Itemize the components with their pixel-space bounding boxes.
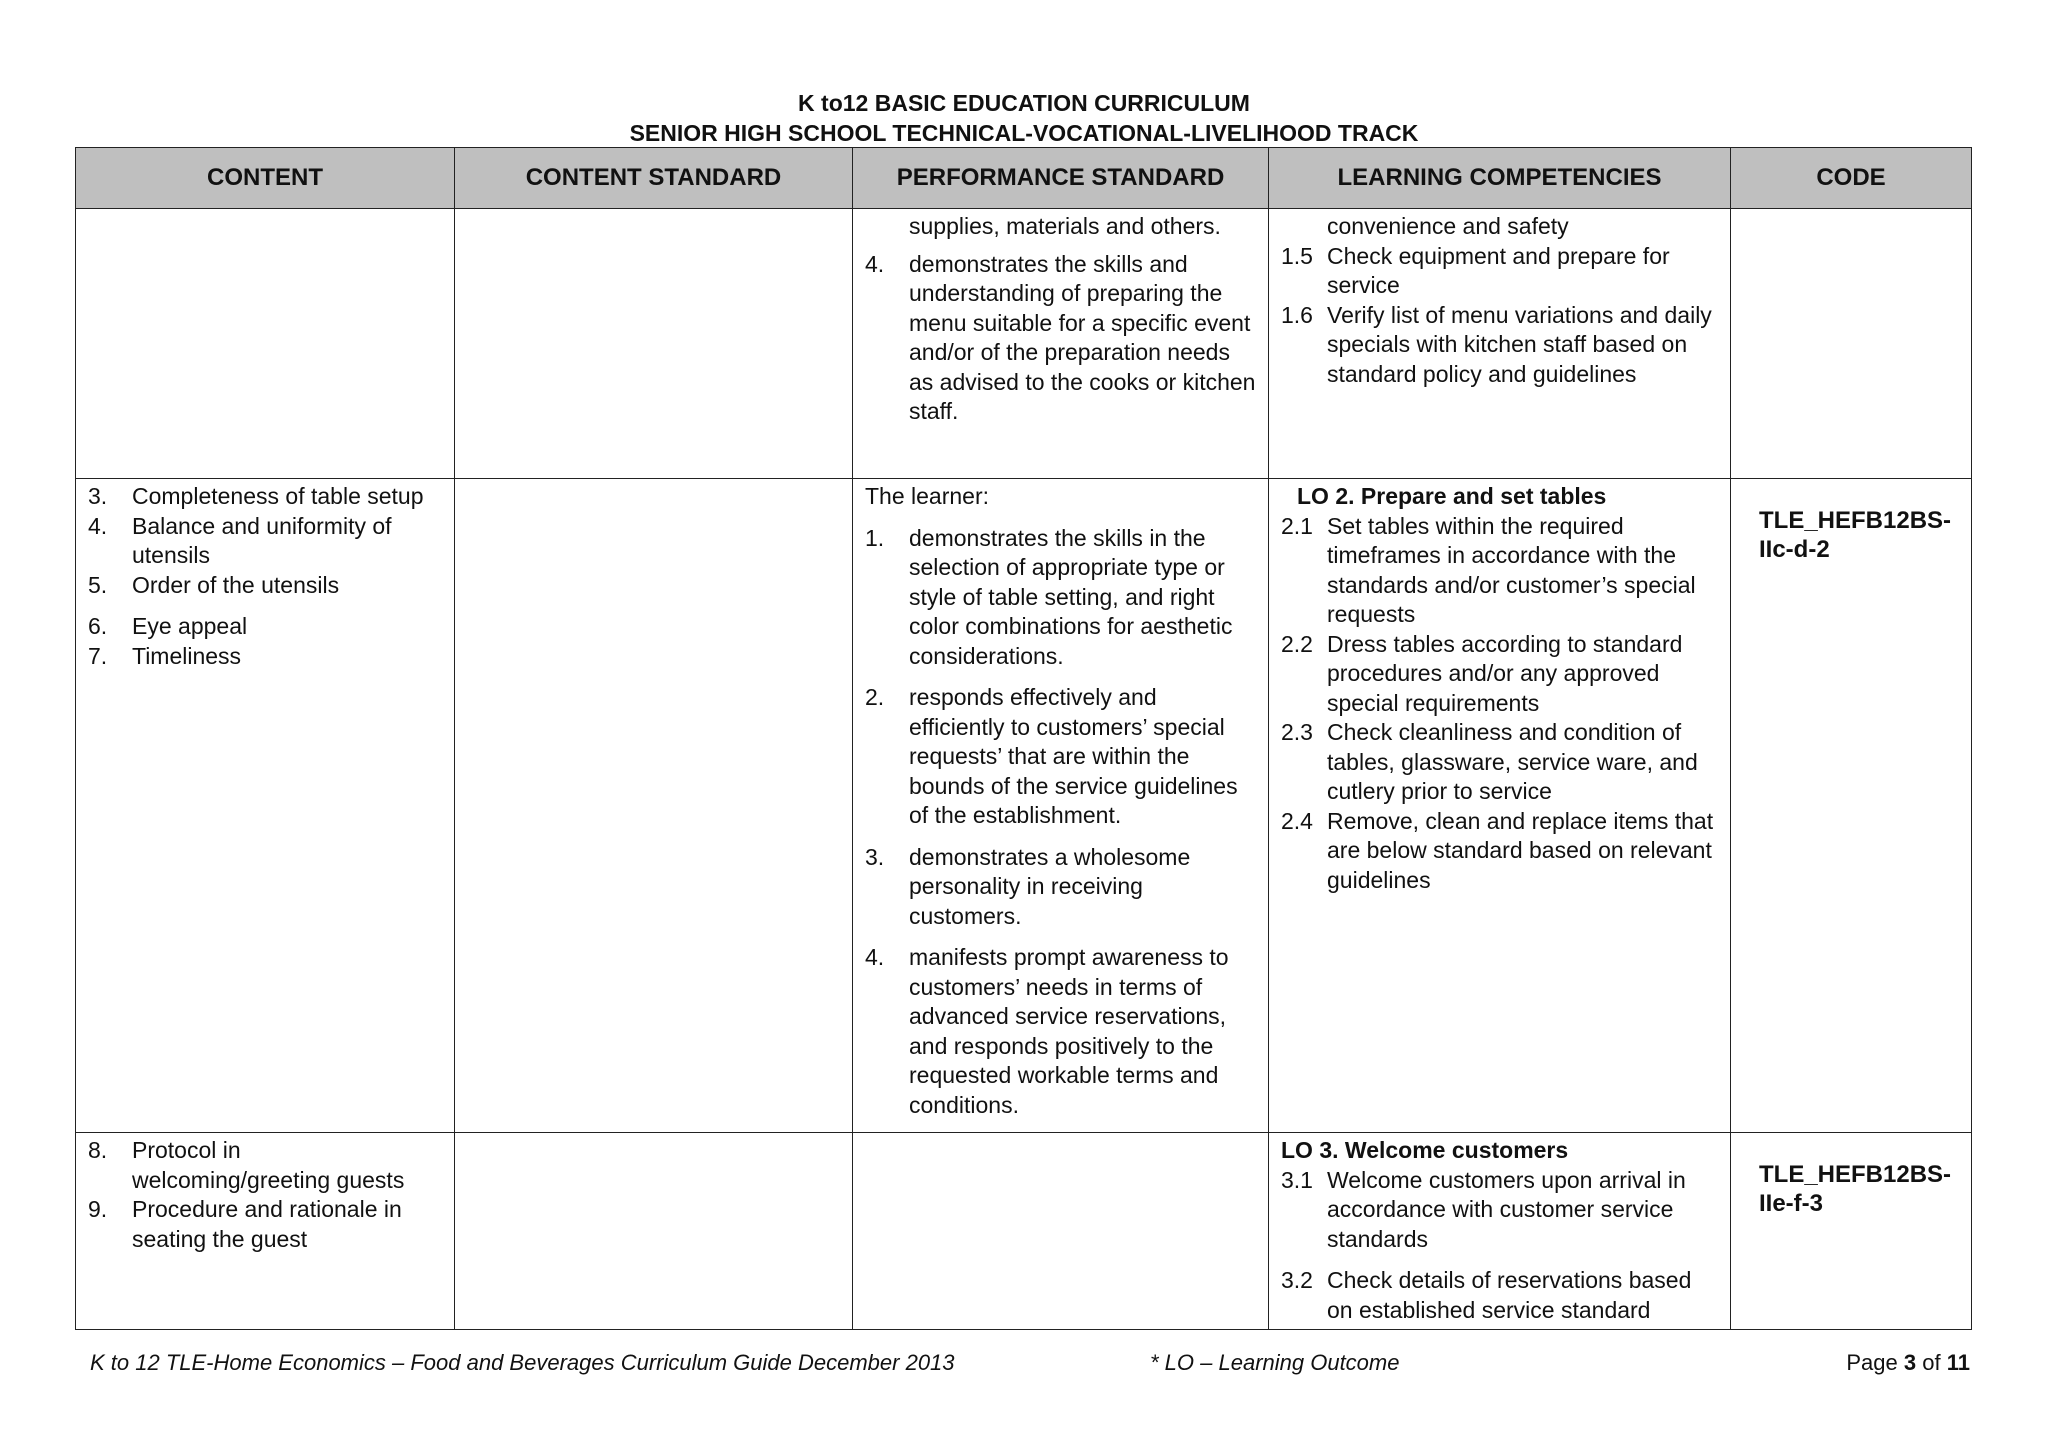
list-item: 1.6 Verify list of menu variations and daily specials with kitchen staff based on standard policy and guidelines [1281,301,1712,387]
competency-continuation: convenience and safety [1327,213,1569,239]
competency-list [1281,512,1720,896]
performance-continuation: supplies, materials and others. [909,213,1221,239]
page-number: Page 3 of 11 [1846,1350,1970,1375]
footer-lo-note: * LO – Learning Outcome [1150,1350,1400,1375]
list-item: 8. Protocol in welcoming/greeting guests [88,1137,405,1193]
list-item: 5. Order of the utensils [88,571,340,598]
document-subtitle: SENIOR HIGH SCHOOL TECHNICAL-VOCATIONAL-LIVELIHOOD TRACK [629,120,1419,146]
list-item: 2.1 Set tables within the required timeframes in accordance with the standards and/or customer’s special requests [1281,512,1696,627]
column-header-content: CONTENT [76,148,455,209]
list-item: 6. Eye appeal [88,613,248,639]
competency-list [1281,1166,1720,1326]
content-standard-cell [455,479,853,1133]
column-header-performance-standard: PERFORMANCE STANDARD [853,148,1269,209]
list-item: 7. Timeliness [88,642,242,669]
performance-standard-cell [853,1133,1269,1330]
learning-competencies-cell [1269,209,1731,479]
performance-list [865,524,1258,1121]
column-header-learning-competencies: LEARNING COMPETENCIES [1269,148,1731,209]
list-item: 4. demonstrates the skills and understanding of preparing the menu suitable for a specific event and/or of the preparation needs as advised to the cooks or kitchen staff. [865,250,1256,424]
content-cell [76,209,455,479]
list-item: 3. demonstrates a wholesome personality in receiving customers. [865,843,1191,929]
list-item: 9. Procedure and rationale in seating the guest [88,1196,402,1252]
content-standard-cell [455,209,853,479]
list-item: 2.4 Remove, clean and replace items that are below standard based on relevant guidelines [1281,807,1714,893]
lo-heading: LO 2. Prepare and set tables [1297,483,1607,509]
performance-intro: The learner: [865,483,990,509]
table-header-row [76,148,1972,209]
table-row [76,479,1972,1133]
document-title: K to12 BASIC EDUCATION CURRICULUM [798,90,1250,116]
competency-list [1281,242,1720,390]
column-header-code: CODE [1731,148,1972,209]
competency-code: TLE_HEFB12BS-IIc-d-2 [1759,507,1952,563]
content-cell [76,479,455,1133]
content-standard-cell [455,1133,853,1330]
list-item: 2.2 Dress tables according to standard procedures and/or any approved special requirements [1281,630,1683,716]
curriculum-table [75,147,1972,1330]
performance-standard-cell [853,479,1269,1133]
list-item: 3.1 Welcome customers upon arrival in accordance with customer service standards [1281,1166,1686,1252]
code-cell [1731,209,1972,479]
learning-competencies-cell [1269,1133,1731,1330]
performance-standard-cell [853,209,1269,479]
content-list [88,482,444,671]
list-item: 3. Completeness of table setup [88,483,424,509]
list-item: 4. Balance and uniformity of utensils [88,512,392,568]
footer-guide-title: K to 12 TLE-Home Economics – Food and Beverages Curriculum Guide December 2013 [90,1350,955,1375]
list-item: 1. demonstrates the skills in the selection of appropriate type or style of table setting, and right color combinations for aesthetic considerations. [865,524,1233,669]
content-list [88,1136,444,1254]
list-item: 3.2 Check details of reservations based on established service standard [1281,1267,1692,1323]
performance-list [865,250,1258,427]
table-row [76,1133,1972,1330]
code-cell [1731,1133,1972,1330]
code-cell [1731,479,1972,1133]
list-item: 4. manifests prompt awareness to customers’ needs in terms of advanced service reservations, and responds positively to the requested workable terms and conditions. [865,944,1229,1118]
column-header-content-standard: CONTENT STANDARD [455,148,853,209]
list-item: 2. responds effectively and efficiently to customers’ special requests’ that are within the bounds of the service guidelines of the establishment. [865,684,1238,828]
table-row [76,209,1972,479]
learning-competencies-cell [1269,479,1731,1133]
list-item: 2.3 Check cleanliness and condition of tables, glassware, service ware, and cutlery prior to service [1281,719,1698,804]
list-item: 1.5 Check equipment and prepare for service [1281,242,1670,298]
page-footer [90,1348,1970,1378]
competency-code: TLE_HEFB12BS-IIe-f-3 [1759,1161,1952,1217]
lo-heading: LO 3. Welcome customers [1281,1137,1569,1163]
content-cell [76,1133,455,1330]
